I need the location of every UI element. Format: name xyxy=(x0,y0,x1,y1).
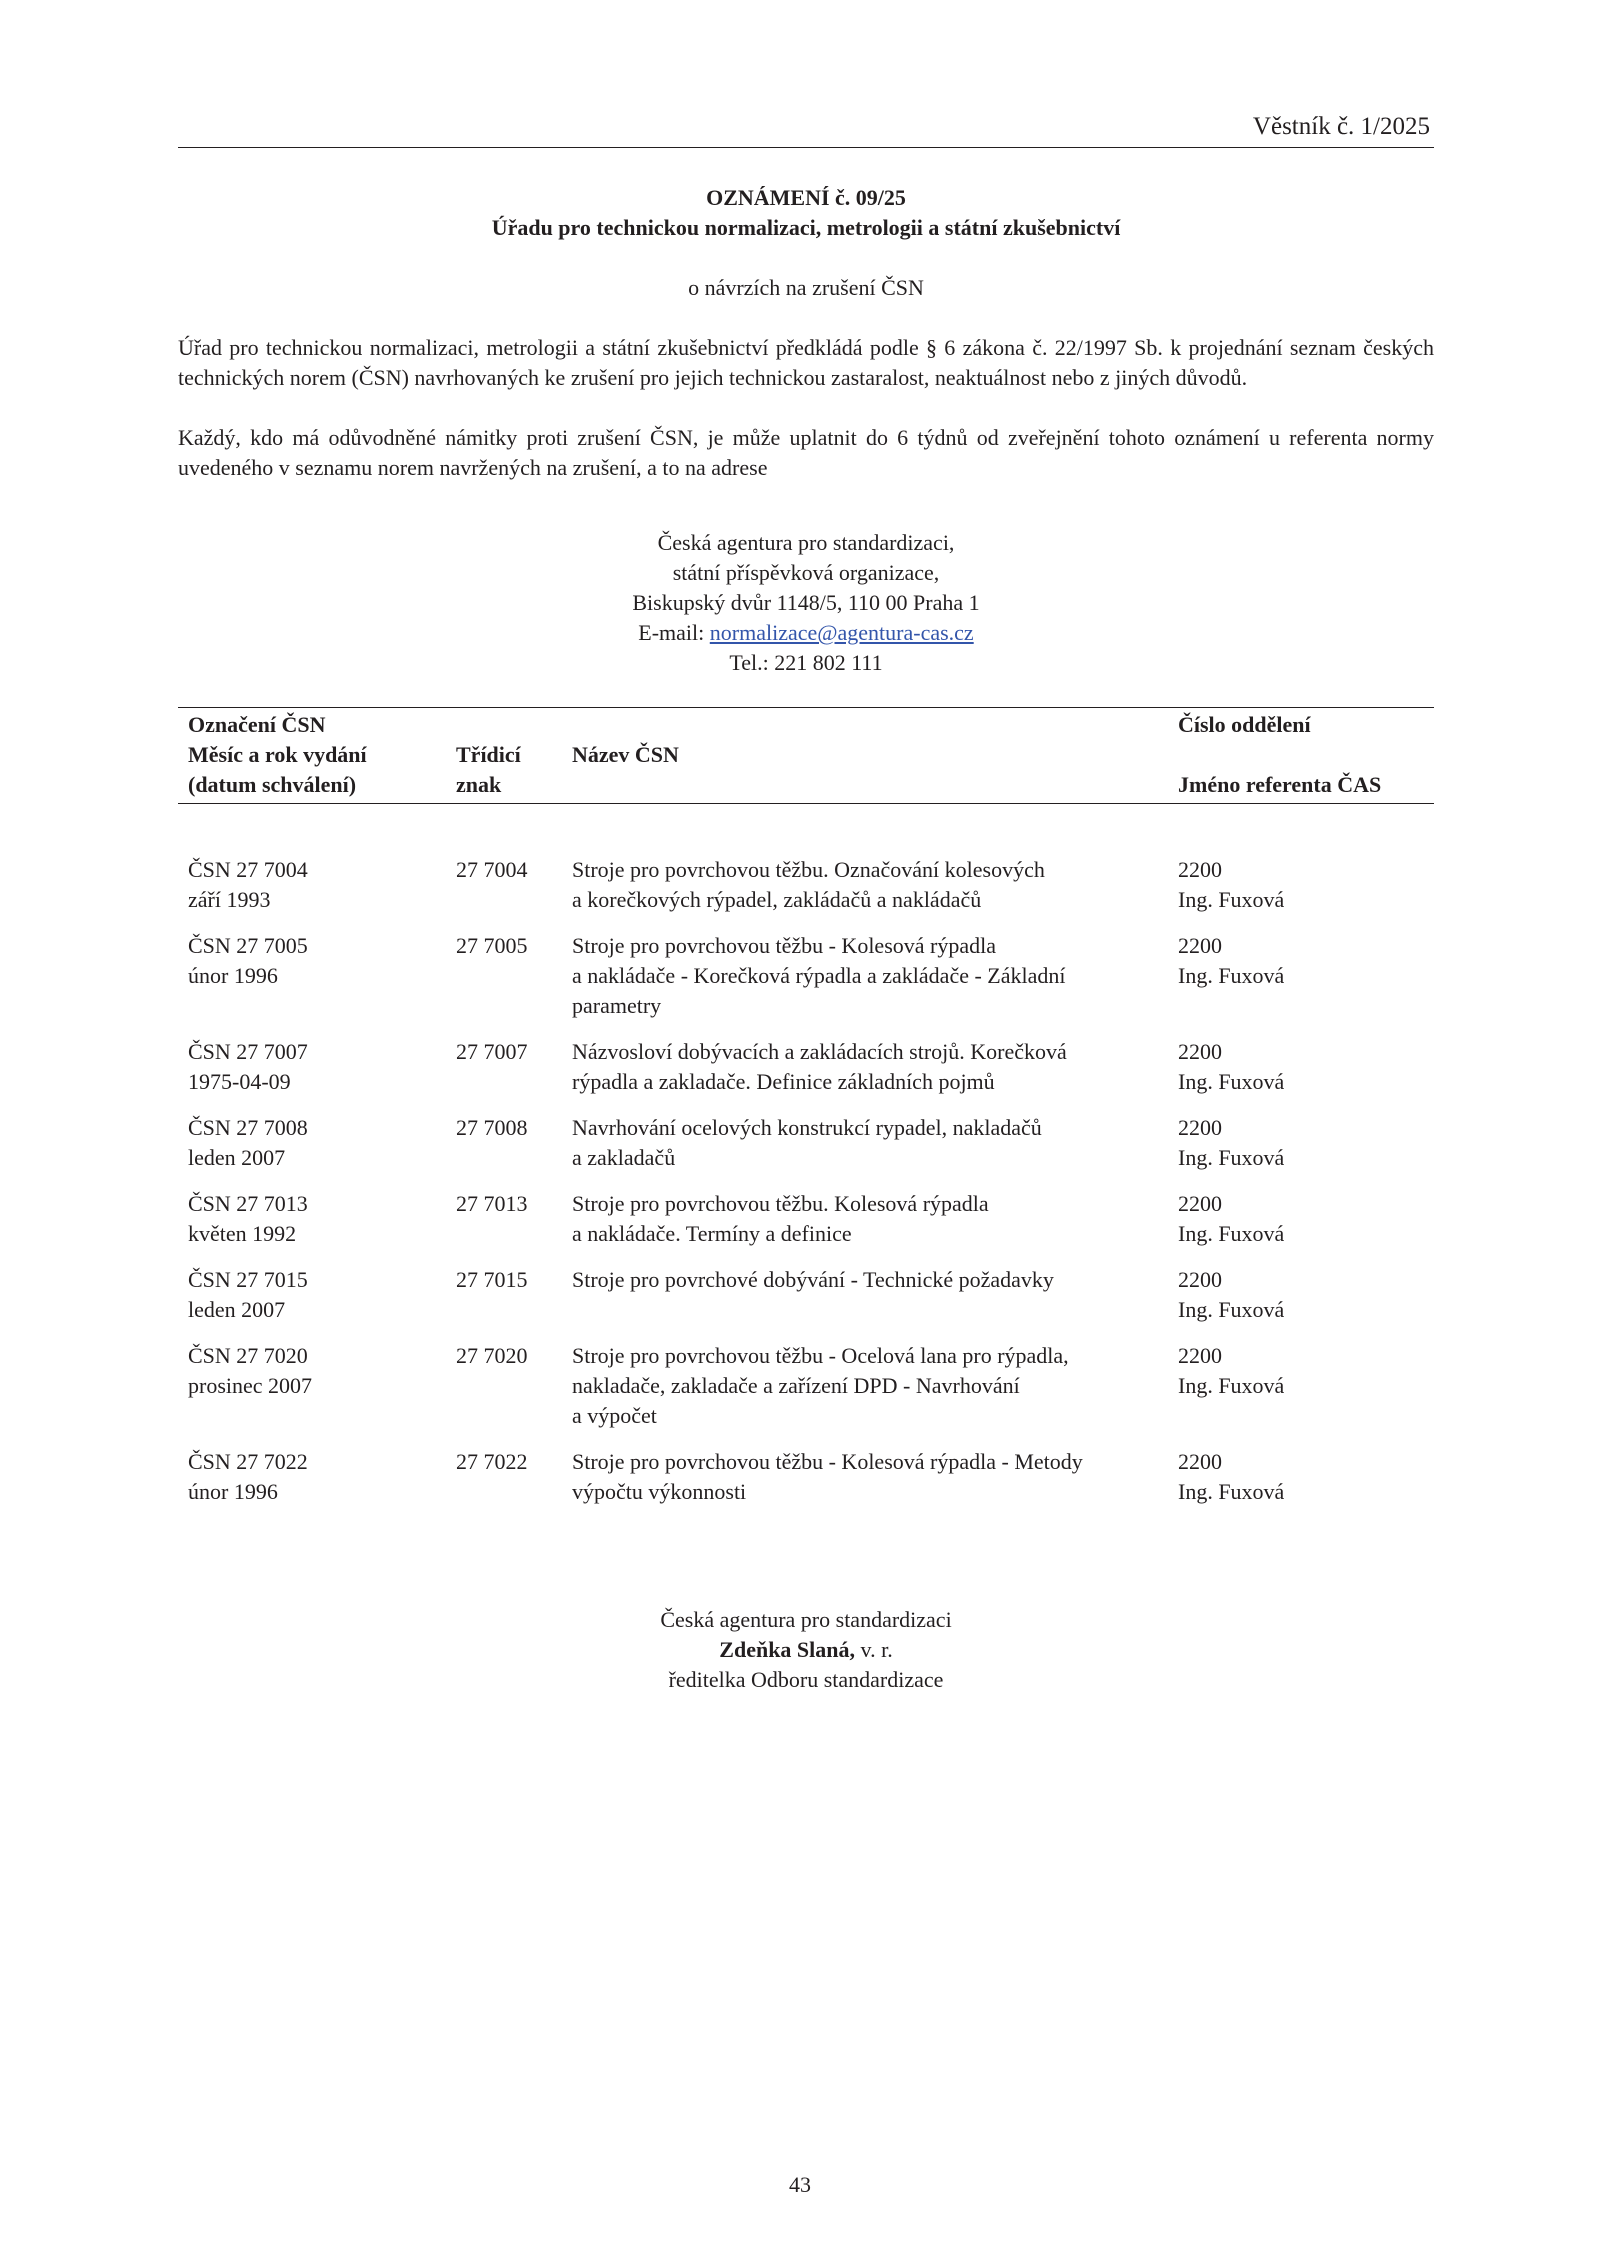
email-link[interactable]: normalizace@agentura-cas.cz xyxy=(709,620,974,645)
standard-name: a výpočet xyxy=(572,1403,657,1428)
issue-date: prosinec 2007 xyxy=(188,1373,313,1398)
class-code: 27 7007 xyxy=(456,1039,528,1064)
standard-code: ČSN 27 7022 xyxy=(188,1449,308,1474)
standard-name: Stroje pro povrchovou těžbu. Kolesová rýpadla xyxy=(572,1191,989,1216)
referent-name: Ing. Fuxová xyxy=(1178,1069,1285,1094)
department-number: 2200 xyxy=(1178,933,1222,958)
page-number: 43 xyxy=(789,2172,811,2197)
standard-name: Názvosloví dobývacích a zakládacích strojů. Korečková xyxy=(572,1039,1067,1064)
referent-name: Ing. Fuxová xyxy=(1178,1479,1285,1504)
phone-line: Tel.: 221 802 111 xyxy=(729,650,883,675)
announcement-subject: o návrzích na zrušení ČSN xyxy=(688,275,924,300)
header-issue-date: Měsíc a rok vydání xyxy=(188,742,367,767)
signature-name: Zdeňka Slaná, xyxy=(719,1637,856,1662)
standard-code: ČSN 27 7007 xyxy=(188,1039,308,1064)
header-standard-name: Název ČSN xyxy=(572,742,679,767)
standard-name: a nakládače - Korečková rýpadla a zakládače - Základní xyxy=(572,963,1066,988)
standard-code: ČSN 27 7013 xyxy=(188,1191,308,1216)
referent-name: Ing. Fuxová xyxy=(1178,887,1285,912)
standard-name: Stroje pro povrchovou těžbu - Kolesová rýpadla xyxy=(572,933,996,958)
issue-date: květen 1992 xyxy=(188,1221,297,1246)
email-label: E-mail: xyxy=(638,620,710,645)
header-rule xyxy=(178,147,1434,148)
standard-name: a zakladačů xyxy=(572,1145,676,1170)
class-code: 27 7020 xyxy=(456,1343,528,1368)
announcement-subtitle: Úřadu pro technickou normalizaci, metrologii a státní zkušebnictví xyxy=(491,215,1121,240)
class-code: 27 7015 xyxy=(456,1267,528,1292)
header-approval-date: (datum schválení) xyxy=(188,772,357,797)
standard-name: Stroje pro povrchovou těžbu - Kolesová rýpadla - Metody xyxy=(572,1449,1083,1474)
address-line: Česká agentura pro standardizaci, xyxy=(657,530,955,555)
department-number: 2200 xyxy=(1178,1191,1222,1216)
address-line: Biskupský dvůr 1148/5, 110 00 Praha 1 xyxy=(632,590,980,615)
standard-name: rýpadla a zakladače. Definice základních pojmů xyxy=(572,1069,995,1094)
department-number: 2200 xyxy=(1178,1343,1222,1368)
standard-code: ČSN 27 7008 xyxy=(188,1115,308,1140)
standard-name: Navrhování ocelových konstrukcí rypadel, nakladačů xyxy=(572,1115,1042,1140)
referent-name: Ing. Fuxová xyxy=(1178,1221,1285,1246)
table-header-rule xyxy=(178,803,1434,804)
class-code: 27 7008 xyxy=(456,1115,528,1140)
referent-name: Ing. Fuxová xyxy=(1178,1145,1285,1170)
standard-code: ČSN 27 7020 xyxy=(188,1343,308,1368)
address-line: státní příspěvková organizace, xyxy=(672,560,940,585)
standard-name: nakladače, zakladače a zařízení DPD - Navrhování xyxy=(572,1373,1020,1398)
department-number: 2200 xyxy=(1178,1115,1222,1140)
address-block xyxy=(178,528,1434,678)
issue-date: leden 2007 xyxy=(188,1145,286,1170)
department-number: 2200 xyxy=(1178,857,1222,882)
table-top-rule xyxy=(178,707,1434,708)
department-number: 2200 xyxy=(1178,1449,1222,1474)
department-number: 2200 xyxy=(1178,1039,1222,1064)
referent-name: Ing. Fuxová xyxy=(1178,1297,1285,1322)
objection-paragraph: Každý, kdo má odůvodněné námitky proti zrušení ČSN, je může uplatnit do 6 týdnů od zveřejnění tohoto oznámení u referenta normy uvedeného v seznamu norem navržených na zrušení, a to na adrese xyxy=(178,425,1434,480)
class-code: 27 7022 xyxy=(456,1449,528,1474)
intro-paragraph: Úřad pro technickou normalizaci, metrologii a státní zkušebnictví předkládá podle § 6 zákona č. 22/1997 Sb. k projednání seznam českých technických norem (ČSN) navrhovaných ke zrušení pro jejich technickou zastaralost, neaktuálnost nebo z jiných důvodů. xyxy=(178,335,1434,390)
journal-header: Věstník č. 1/2025 xyxy=(1252,113,1430,140)
issue-date: únor 1996 xyxy=(188,1479,278,1504)
signature-name-line xyxy=(178,1635,1434,1665)
standard-code: ČSN 27 7015 xyxy=(188,1267,308,1292)
header-designation: Označení ČSN xyxy=(188,712,326,737)
standard-name: výpočtu výkonnosti xyxy=(572,1479,747,1504)
standard-name: Stroje pro povrchové dobývání - Technické požadavky xyxy=(572,1267,1054,1292)
referent-name: Ing. Fuxová xyxy=(1178,963,1285,988)
standard-code: ČSN 27 7004 xyxy=(188,857,308,882)
issue-date: únor 1996 xyxy=(188,963,278,988)
standard-code: ČSN 27 7005 xyxy=(188,933,308,958)
department-number: 2200 xyxy=(1178,1267,1222,1292)
announcement-title: OZNÁMENÍ č. 09/25 xyxy=(706,185,906,210)
standard-name: Stroje pro povrchovou těžbu. Označování kolesových xyxy=(572,857,1045,882)
standard-name: a korečkových rýpadel, zakládačů a nakládačů xyxy=(572,887,982,912)
header-class-code-2: znak xyxy=(456,772,502,797)
referent-name: Ing. Fuxová xyxy=(1178,1373,1285,1398)
class-code: 27 7004 xyxy=(456,857,528,882)
standard-name: Stroje pro povrchovou těžbu - Ocelová lana pro rýpadla, xyxy=(572,1343,1069,1368)
signature-suffix: v. r. xyxy=(855,1637,893,1662)
issue-date: leden 2007 xyxy=(188,1297,286,1322)
signature-block xyxy=(178,1605,1434,1695)
issue-date: 1975-04-09 xyxy=(188,1069,291,1094)
standard-name: a nakládače. Termíny a definice xyxy=(572,1221,852,1246)
standard-name: parametry xyxy=(572,993,662,1018)
header-class-code: Třídicí xyxy=(456,742,521,767)
email-line xyxy=(178,618,1434,648)
header-referent: Jméno referenta ČAS xyxy=(1178,772,1382,797)
header-department: Číslo oddělení xyxy=(1178,712,1311,737)
class-code: 27 7005 xyxy=(456,933,528,958)
signature-role: ředitelka Odboru standardizace xyxy=(668,1667,944,1692)
issue-date: září 1993 xyxy=(188,887,271,912)
signature-org: Česká agentura pro standardizaci xyxy=(660,1607,952,1632)
class-code: 27 7013 xyxy=(456,1191,528,1216)
